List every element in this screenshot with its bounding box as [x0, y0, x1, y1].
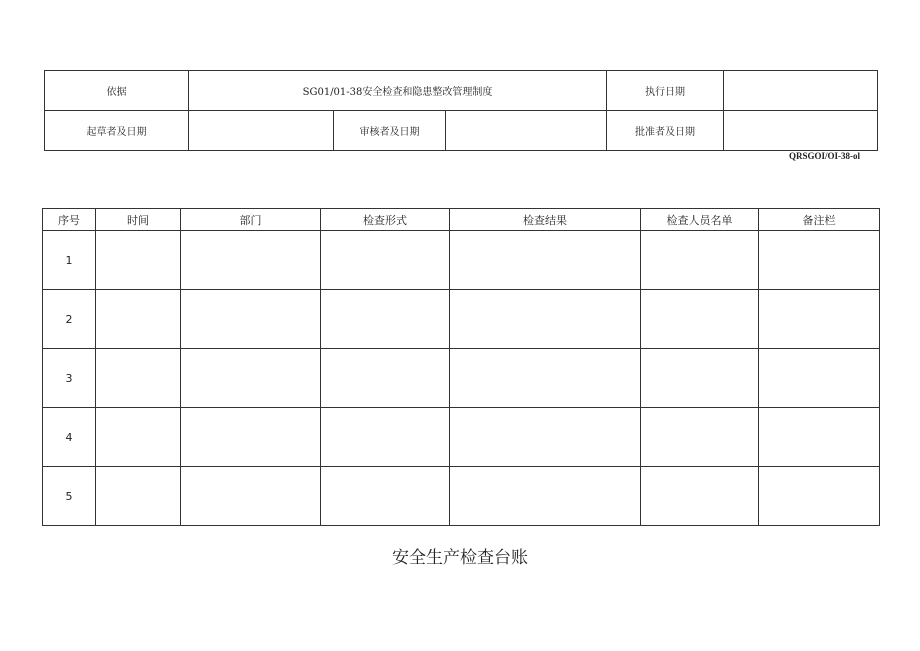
drafter-label: 起草者及日期 [45, 111, 189, 151]
document-code: QRSGOI/OI-38-ol [788, 151, 860, 161]
table-row [43, 290, 880, 349]
inspectors-cell[interactable] [641, 349, 759, 408]
table-row [43, 349, 880, 408]
table-row [43, 231, 880, 290]
time-cell[interactable] [96, 349, 181, 408]
column-header-inspection-result: 检查结果 [450, 209, 641, 231]
inspection-result-cell[interactable] [450, 290, 641, 349]
table-row [43, 408, 880, 467]
effective-date-field[interactable] [724, 71, 878, 111]
inspection-form-cell[interactable] [321, 467, 450, 526]
inspection-form-cell[interactable] [321, 231, 450, 290]
time-cell[interactable] [96, 408, 181, 467]
remarks-cell[interactable] [759, 408, 880, 467]
inspectors-cell[interactable] [641, 231, 759, 290]
row-number: 4 [43, 408, 96, 467]
inspection-form-cell[interactable] [321, 349, 450, 408]
document-header-table [44, 70, 878, 151]
row-number: 5 [43, 467, 96, 526]
column-header-remarks: 备注栏 [759, 209, 880, 231]
time-cell[interactable] [96, 231, 181, 290]
row-number: 2 [43, 290, 96, 349]
department-cell[interactable] [181, 231, 321, 290]
remarks-cell[interactable] [759, 290, 880, 349]
row-number: 3 [43, 349, 96, 408]
column-header-inspectors: 检查人员名单 [641, 209, 759, 231]
column-header-no: 序号 [43, 209, 96, 231]
inspection-log-table [42, 208, 880, 526]
table-row [43, 467, 880, 526]
department-cell[interactable] [181, 349, 321, 408]
effective-date-label: 执行日期 [607, 71, 724, 111]
header-row-basis [45, 71, 878, 111]
department-cell[interactable] [181, 467, 321, 526]
approver-label: 批准者及日期 [607, 111, 724, 151]
drafter-field[interactable] [189, 111, 334, 151]
remarks-cell[interactable] [759, 467, 880, 526]
time-cell[interactable] [96, 290, 181, 349]
inspection-result-cell[interactable] [450, 408, 641, 467]
approver-field[interactable] [724, 111, 878, 151]
inspection-form-cell[interactable] [321, 290, 450, 349]
inspectors-cell[interactable] [641, 467, 759, 526]
basis-label: 依据 [45, 71, 189, 111]
department-cell[interactable] [181, 408, 321, 467]
header-row-signoff [45, 111, 878, 151]
inspection-result-cell[interactable] [450, 467, 641, 526]
column-header-time: 时间 [96, 209, 181, 231]
column-header-department: 部门 [181, 209, 321, 231]
inspection-result-cell[interactable] [450, 349, 641, 408]
page-title: 安全生产检查台账 [392, 548, 528, 568]
inspectors-cell[interactable] [641, 290, 759, 349]
reviewer-field[interactable] [446, 111, 607, 151]
basis-value: SG01/01-38安全检查和隐患整改管理制度 [189, 71, 607, 111]
table-header-row [43, 209, 880, 231]
inspectors-cell[interactable] [641, 408, 759, 467]
row-number: 1 [43, 231, 96, 290]
time-cell[interactable] [96, 467, 181, 526]
inspection-form-cell[interactable] [321, 408, 450, 467]
remarks-cell[interactable] [759, 349, 880, 408]
reviewer-label: 审核者及日期 [334, 111, 446, 151]
inspection-result-cell[interactable] [450, 231, 641, 290]
department-cell[interactable] [181, 290, 321, 349]
column-header-inspection-form: 检查形式 [321, 209, 450, 231]
remarks-cell[interactable] [759, 231, 880, 290]
